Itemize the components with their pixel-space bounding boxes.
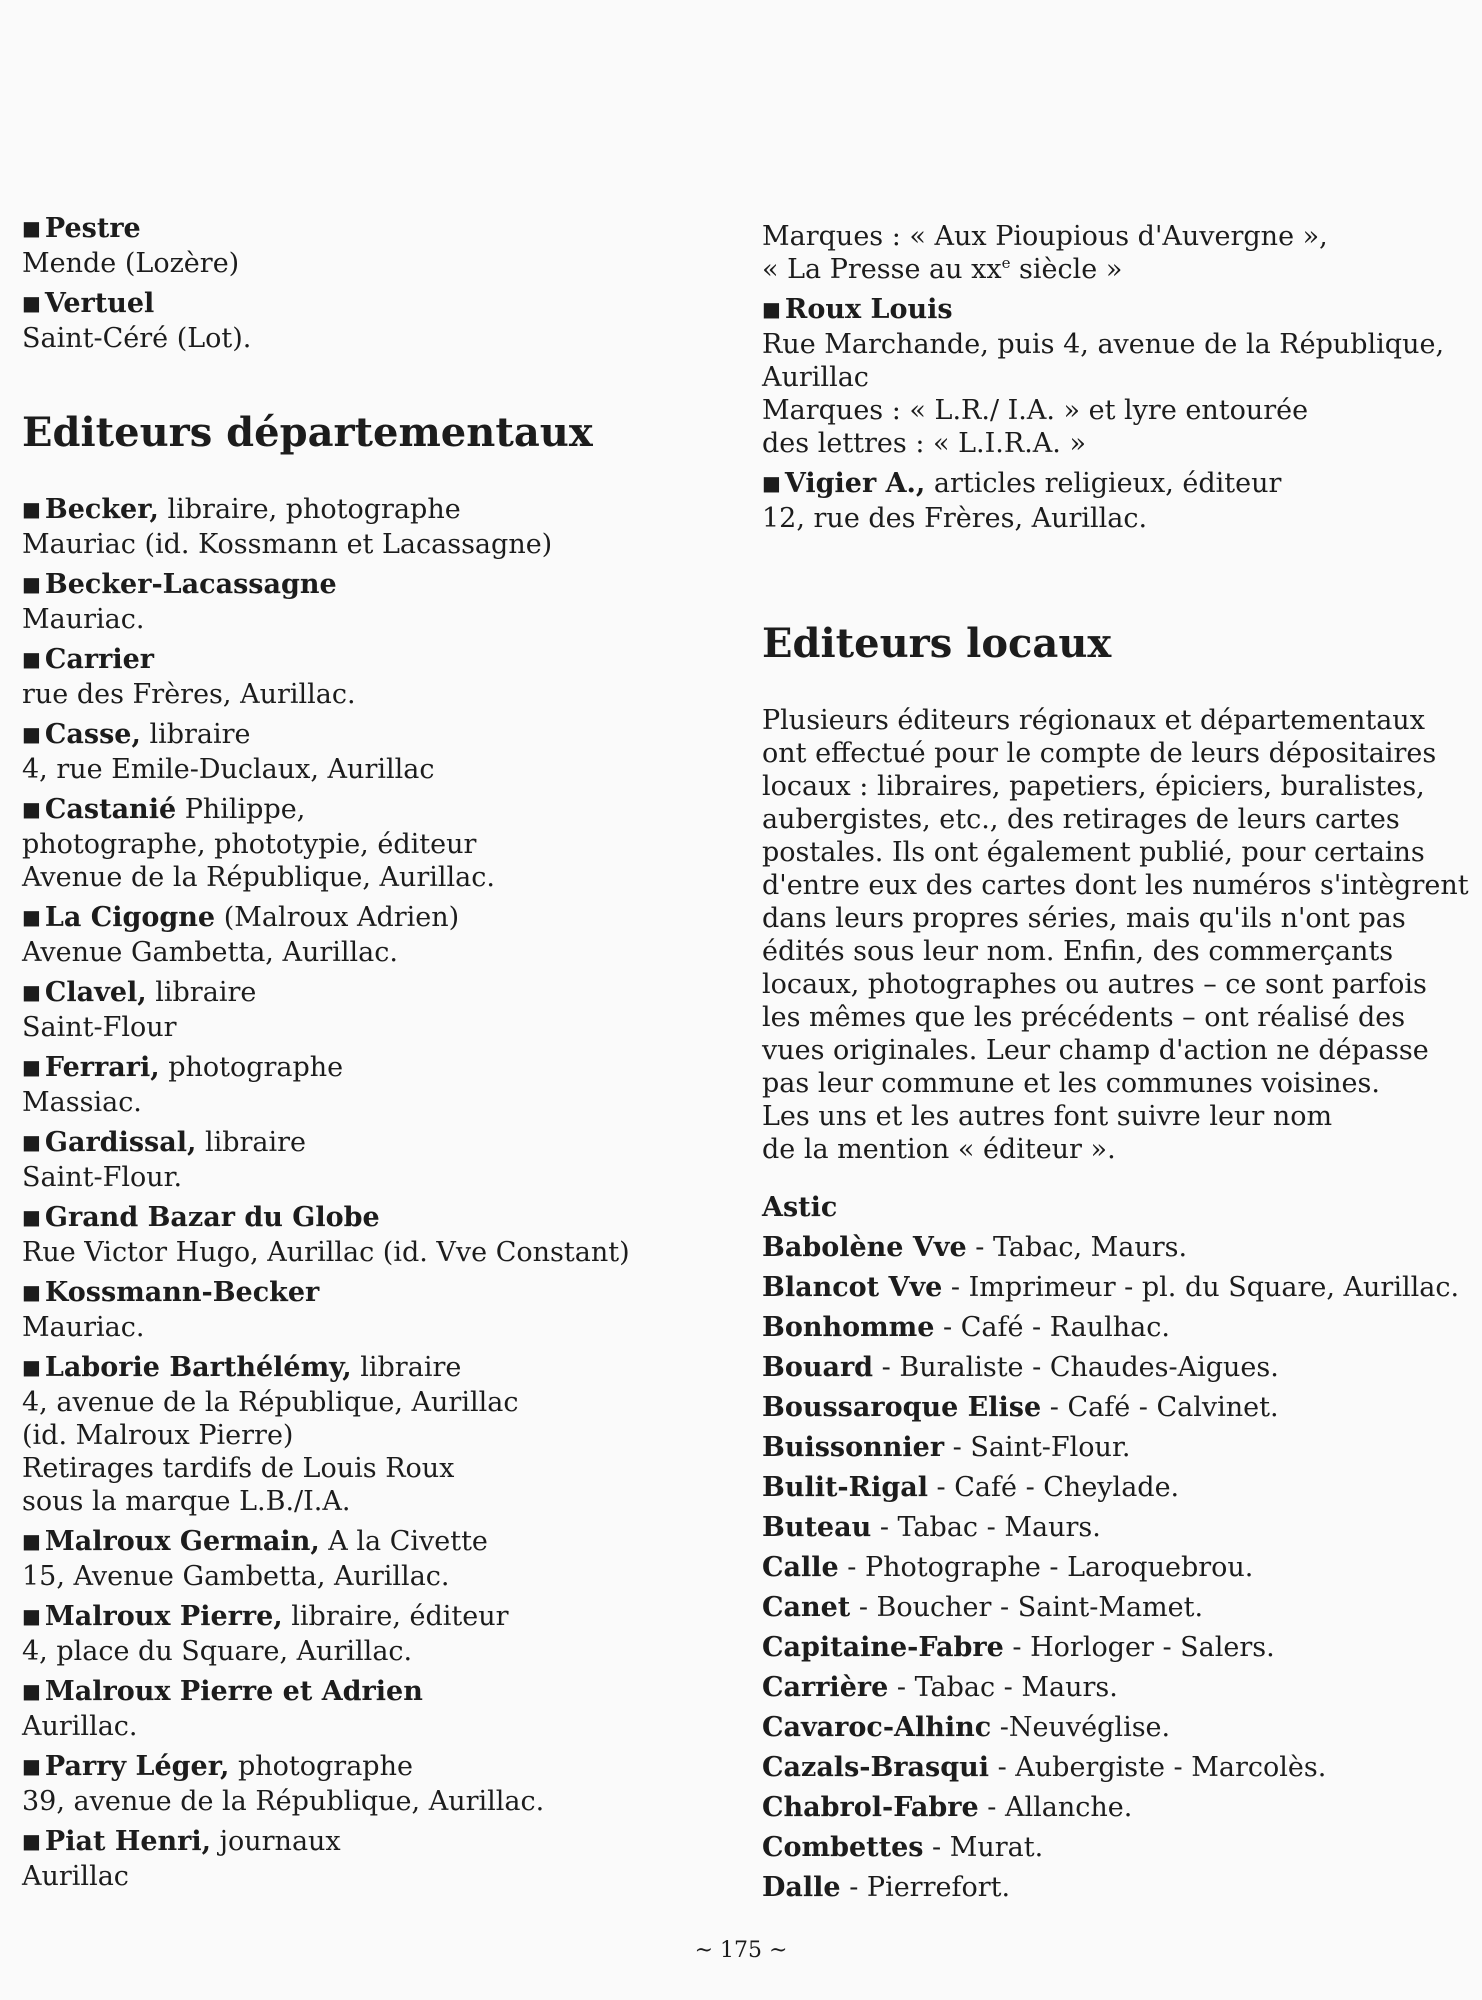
- entry-detail: libraire: [351, 1352, 462, 1383]
- bullet-icon: ■: [22, 980, 41, 1004]
- entry-first-line: [22, 1750, 702, 1785]
- paragraph-line: ont effectué pour le compte de leurs dépositaires: [762, 738, 1437, 769]
- publisher-entry: [22, 568, 702, 636]
- entry-first-line: [22, 1825, 702, 1860]
- entry-name: Castanié: [44, 794, 177, 825]
- entry-first-line: [22, 793, 702, 828]
- local-publisher-detail: - Buraliste - Chaudes-Aigues.: [873, 1352, 1279, 1383]
- publisher-entry: [22, 1825, 702, 1893]
- local-publisher-detail: - Photographe - Laroquebrou.: [838, 1552, 1254, 1583]
- publisher-entry: [22, 1351, 702, 1518]
- publisher-entry: [22, 643, 702, 711]
- marques-line-1: Marques : « Aux Pioupious d'Auvergne »,: [762, 221, 1328, 252]
- local-publisher-name: Astic: [762, 1192, 838, 1223]
- entry-first-line: [22, 1675, 702, 1710]
- local-publisher-name: Boussaroque Elise: [762, 1392, 1042, 1423]
- entry-first-line: [22, 1126, 702, 1161]
- entry-detail: libraire: [196, 1127, 307, 1158]
- paragraph-line: locaux : libraires, papetiers, épiciers, buralistes,: [762, 771, 1425, 802]
- local-publisher-item: [762, 1428, 1462, 1468]
- page-number: ~ 175 ~: [694, 1938, 788, 1963]
- bullet-icon: ■: [22, 1754, 41, 1778]
- entry-first-line: [22, 1525, 702, 1560]
- local-publisher-name: Bouard: [762, 1352, 874, 1383]
- local-publisher-detail: - Boucher - Saint-Mamet.: [850, 1592, 1204, 1623]
- bullet-icon: ■: [22, 1130, 41, 1154]
- local-publisher-name: Bonhomme: [762, 1312, 935, 1343]
- right-entries-list: [762, 293, 1462, 535]
- superscript-e: e: [1001, 254, 1011, 272]
- paragraph-line: édités sous leur nom. Enfin, des commerçants: [762, 936, 1394, 967]
- bullet-icon: ■: [22, 1205, 41, 1229]
- local-publisher-detail: - Saint-Flour.: [944, 1432, 1131, 1463]
- local-publisher-item: [762, 1708, 1462, 1748]
- paragraph-line: de la mention « éditeur ».: [762, 1134, 1116, 1165]
- publisher-entry: [762, 293, 1462, 460]
- local-publisher-item: [762, 1468, 1462, 1508]
- local-publisher-item: [762, 1588, 1462, 1628]
- entry-line: photographe, phototypie, éditeur: [22, 829, 477, 860]
- local-publisher-item: [762, 1388, 1462, 1428]
- entry-name: Piat Henri,: [44, 1826, 212, 1857]
- right-column: [762, 220, 1469, 1908]
- entry-name: Pestre: [44, 213, 141, 244]
- local-publisher-item: [762, 1228, 1462, 1268]
- publisher-entry: [762, 467, 1462, 535]
- entry-line: 39, avenue de la République, Aurillac.: [22, 1786, 545, 1817]
- bullet-icon: ■: [22, 1280, 41, 1304]
- entry-line: Massiac.: [22, 1087, 142, 1118]
- publisher-entry: [22, 493, 702, 561]
- publisher-entry: [22, 901, 702, 969]
- publisher-entry: [22, 1126, 702, 1194]
- entry-name: Casse,: [44, 719, 141, 750]
- local-publisher-name: Cazals-Brasqui: [762, 1752, 989, 1783]
- left-column: [22, 212, 702, 1900]
- local-publisher-detail: - Café - Cheylade.: [927, 1472, 1180, 1503]
- local-publisher-item: [762, 1868, 1462, 1908]
- entry-name: Parry Léger,: [44, 1751, 230, 1782]
- entry-first-line: [22, 493, 702, 528]
- paragraph-line: pas leur commune et les communes voisines.: [762, 1068, 1380, 1099]
- entry-first-line: [22, 287, 702, 322]
- entry-line: rue des Frères, Aurillac.: [22, 679, 356, 710]
- bullet-icon: ■: [762, 297, 781, 321]
- entry-line: Aurillac: [22, 1861, 129, 1892]
- local-publisher-detail: - Imprimeur - pl. du Square, Aurillac.: [942, 1272, 1460, 1303]
- entry-detail: (Malroux Adrien): [215, 902, 460, 933]
- publisher-entry: [22, 976, 702, 1044]
- marques-line-2: [762, 253, 1462, 286]
- local-publisher-detail: - Aubergiste - Marcolès.: [988, 1752, 1327, 1783]
- local-publisher-detail: - Tabac - Maurs.: [871, 1512, 1101, 1543]
- entry-name: Vigier A.,: [784, 468, 926, 499]
- local-publisher-name: Bulit-Rigal: [762, 1472, 928, 1503]
- entry-name: Carrier: [44, 644, 155, 675]
- bullet-icon: ■: [22, 647, 41, 671]
- local-publisher-item: [762, 1748, 1462, 1788]
- entry-line: 12, rue des Frères, Aurillac.: [762, 503, 1148, 534]
- entry-line: 15, Avenue Gambetta, Aurillac.: [22, 1561, 450, 1592]
- entry-line: 4, rue Emile-Duclaux, Aurillac: [22, 754, 435, 785]
- entry-line: Avenue de la République, Aurillac.: [22, 862, 495, 893]
- paragraph-line: les mêmes que les précédents – ont réalisé des: [762, 1002, 1406, 1033]
- entry-line: Rue Victor Hugo, Aurillac (id. Vve Constant): [22, 1237, 630, 1268]
- bullet-icon: ■: [22, 1679, 41, 1703]
- bullet-icon: ■: [22, 1829, 41, 1853]
- local-publisher-name: Buteau: [762, 1512, 872, 1543]
- local-publisher-detail: - Horloger - Salers.: [1003, 1632, 1275, 1663]
- entry-first-line: [22, 1051, 702, 1086]
- local-publisher-detail: - Tabac, Maurs.: [966, 1232, 1188, 1263]
- bullet-icon: ■: [22, 216, 41, 240]
- bullet-icon: ■: [22, 905, 41, 929]
- bullet-icon: ■: [22, 497, 41, 521]
- entry-detail: libraire, photographe: [158, 494, 461, 525]
- paragraph-line: aubergistes, etc., des retirages de leurs cartes: [762, 804, 1400, 835]
- entry-line: Retirages tardifs de Louis Roux: [22, 1453, 455, 1484]
- entry-name: Grand Bazar du Globe: [44, 1202, 380, 1233]
- publisher-entry: [22, 793, 702, 894]
- entry-first-line: [22, 1351, 702, 1386]
- entry-line: Saint-Flour: [22, 1012, 177, 1043]
- entry-first-line: [762, 467, 1462, 502]
- entry-line: Saint-Flour.: [22, 1162, 183, 1193]
- entry-line: des lettres : « L.I.R.A. »: [762, 428, 1086, 459]
- bullet-icon: ■: [762, 471, 781, 495]
- local-publisher-item: [762, 1508, 1462, 1548]
- entry-first-line: [22, 212, 702, 247]
- local-publisher-name: Dalle: [762, 1872, 841, 1903]
- heading-editeurs-departementaux: Editeurs départementaux: [22, 409, 593, 456]
- marques-line-2-end: siècle »: [1010, 254, 1123, 285]
- entry-name: La Cigogne: [44, 902, 216, 933]
- local-publisher-detail: - Allanche.: [978, 1792, 1133, 1823]
- local-publisher-item: [762, 1828, 1462, 1868]
- entry-detail: libraire, éditeur: [282, 1601, 509, 1632]
- paragraph-line: locaux, photographes ou autres – ce sont parfois: [762, 969, 1427, 1000]
- entry-name: Ferrari,: [44, 1052, 160, 1083]
- heading-editeurs-locaux: Editeurs locaux: [762, 620, 1112, 667]
- local-publisher-item: [762, 1348, 1462, 1388]
- entry-line: Marques : « L.R./ I.A. » et lyre entourée: [762, 395, 1309, 426]
- entry-first-line: [22, 1600, 702, 1635]
- entry-line: Saint-Céré (Lot).: [22, 323, 252, 354]
- entry-line: Rue Marchande, puis 4, avenue de la République,: [762, 329, 1445, 360]
- local-publisher-detail: -Neuvéglise.: [991, 1712, 1171, 1743]
- local-publisher-detail: - Murat.: [923, 1832, 1044, 1863]
- publisher-entry: [22, 287, 702, 355]
- entry-name: Laborie Barthélémy,: [44, 1352, 352, 1383]
- local-publisher-item: [762, 1628, 1462, 1668]
- publisher-entry: [22, 1525, 702, 1593]
- entry-name: Becker,: [44, 494, 159, 525]
- entry-line: 4, avenue de la République, Aurillac: [22, 1387, 519, 1418]
- left-top-entries: [22, 212, 702, 355]
- publisher-entry: [22, 1201, 702, 1269]
- entry-line: Mauriac.: [22, 1312, 145, 1343]
- entry-name: Malroux Pierre et Adrien: [44, 1676, 423, 1707]
- entry-detail: photographe: [159, 1052, 344, 1083]
- paragraph-line: d'entre eux des cartes dont les numéros s'intègrent: [762, 870, 1469, 901]
- entry-name: Malroux Pierre,: [44, 1601, 283, 1632]
- entry-line: 4, place du Square, Aurillac.: [22, 1636, 413, 1667]
- local-publisher-item: [762, 1188, 1462, 1228]
- entry-name: Clavel,: [44, 977, 147, 1008]
- paragraph-line: vues originales. Leur champ d'action ne dépasse: [762, 1035, 1429, 1066]
- local-publisher-detail: - Café - Calvinet.: [1041, 1392, 1279, 1423]
- entry-line: Avenue Gambetta, Aurillac.: [22, 937, 398, 968]
- publisher-entry: [22, 212, 702, 280]
- bullet-icon: ■: [22, 1055, 41, 1079]
- entry-line: Aurillac: [762, 362, 869, 393]
- local-publisher-name: Canet: [762, 1592, 851, 1623]
- bullet-icon: ■: [22, 797, 41, 821]
- publisher-entry: [22, 1276, 702, 1344]
- bullet-icon: ■: [22, 291, 41, 315]
- entry-line: sous la marque L.B./I.A.: [22, 1486, 351, 1517]
- entry-detail: libraire: [146, 977, 257, 1008]
- entry-first-line: [22, 568, 702, 603]
- paragraph-line: dans leurs propres séries, mais qu'ils n'ont pas: [762, 903, 1406, 934]
- entry-line: Mauriac (id. Kossmann et Lacassagne): [22, 529, 553, 560]
- local-publisher-item: [762, 1668, 1462, 1708]
- local-publisher-name: Capitaine-Fabre: [762, 1632, 1004, 1663]
- local-publisher-name: Combettes: [762, 1832, 924, 1863]
- local-publisher-item: [762, 1268, 1462, 1308]
- paragraph-line: Les uns et les autres font suivre leur nom: [762, 1101, 1333, 1132]
- entry-line: Aurillac.: [22, 1711, 138, 1742]
- entry-line: Mauriac.: [22, 604, 145, 635]
- local-publisher-name: Cavaroc-Alhinc: [762, 1712, 992, 1743]
- entry-first-line: [762, 293, 1462, 328]
- bullet-icon: ■: [22, 722, 41, 746]
- entry-detail: photographe: [229, 1751, 413, 1782]
- entry-name: Becker-Lacassagne: [44, 569, 337, 600]
- entry-detail: Philippe,: [176, 794, 306, 825]
- intro-paragraph: [762, 704, 1469, 1166]
- entry-detail: A la Civette: [319, 1526, 488, 1557]
- local-publisher-detail: - Pierrefort.: [840, 1872, 1011, 1903]
- paragraph-line: postales. Ils ont également publié, pour certains: [762, 837, 1425, 868]
- entry-line: Mende (Lozère): [22, 248, 240, 279]
- entry-name: Kossmann-Becker: [44, 1277, 320, 1308]
- entry-first-line: [22, 1276, 702, 1311]
- bullet-icon: ■: [22, 1355, 41, 1379]
- publisher-entry: [22, 1600, 702, 1668]
- entry-name: Gardissal,: [44, 1127, 197, 1158]
- bullet-icon: ■: [22, 1604, 41, 1628]
- publisher-entry: [22, 1675, 702, 1743]
- entry-name: Roux Louis: [784, 294, 953, 325]
- local-publishers-list: [762, 1188, 1462, 1908]
- marques-line-2-start: « La Presse au xx: [762, 254, 1002, 285]
- publisher-entry: [22, 1750, 702, 1818]
- entry-first-line: [22, 643, 702, 678]
- local-publisher-name: Chabrol-Fabre: [762, 1792, 979, 1823]
- local-publisher-name: Babolène Vve: [762, 1232, 967, 1263]
- local-publisher-item: [762, 1548, 1462, 1588]
- local-publisher-item: [762, 1788, 1462, 1828]
- entry-name: Vertuel: [44, 288, 155, 319]
- local-publisher-name: Buissonnier: [762, 1432, 945, 1463]
- local-publisher-name: Carrière: [762, 1672, 889, 1703]
- local-publisher-detail: - Tabac - Maurs.: [888, 1672, 1118, 1703]
- bullet-icon: ■: [22, 1529, 41, 1553]
- entry-name: Malroux Germain,: [44, 1526, 320, 1557]
- paragraph-line: Plusieurs éditeurs régionaux et départementaux: [762, 705, 1425, 736]
- entry-first-line: [22, 1201, 702, 1236]
- entry-line: (id. Malroux Pierre): [22, 1420, 294, 1451]
- bullet-icon: ■: [22, 572, 41, 596]
- entry-detail: articles religieux, éditeur: [925, 468, 1282, 499]
- departmental-publishers-list: [22, 493, 702, 1893]
- entry-first-line: [22, 976, 702, 1011]
- entry-first-line: [22, 901, 702, 936]
- entry-detail: journaux: [211, 1826, 341, 1857]
- local-publisher-item: [762, 1308, 1462, 1348]
- local-publisher-name: Blancot Vve: [762, 1272, 943, 1303]
- local-publisher-name: Calle: [762, 1552, 839, 1583]
- publisher-entry: [22, 718, 702, 786]
- entry-first-line: [22, 718, 702, 753]
- entry-detail: libraire: [140, 719, 251, 750]
- publisher-entry: [22, 1051, 702, 1119]
- marques-intro: [762, 220, 1462, 286]
- local-publisher-detail: - Café - Raulhac.: [934, 1312, 1170, 1343]
